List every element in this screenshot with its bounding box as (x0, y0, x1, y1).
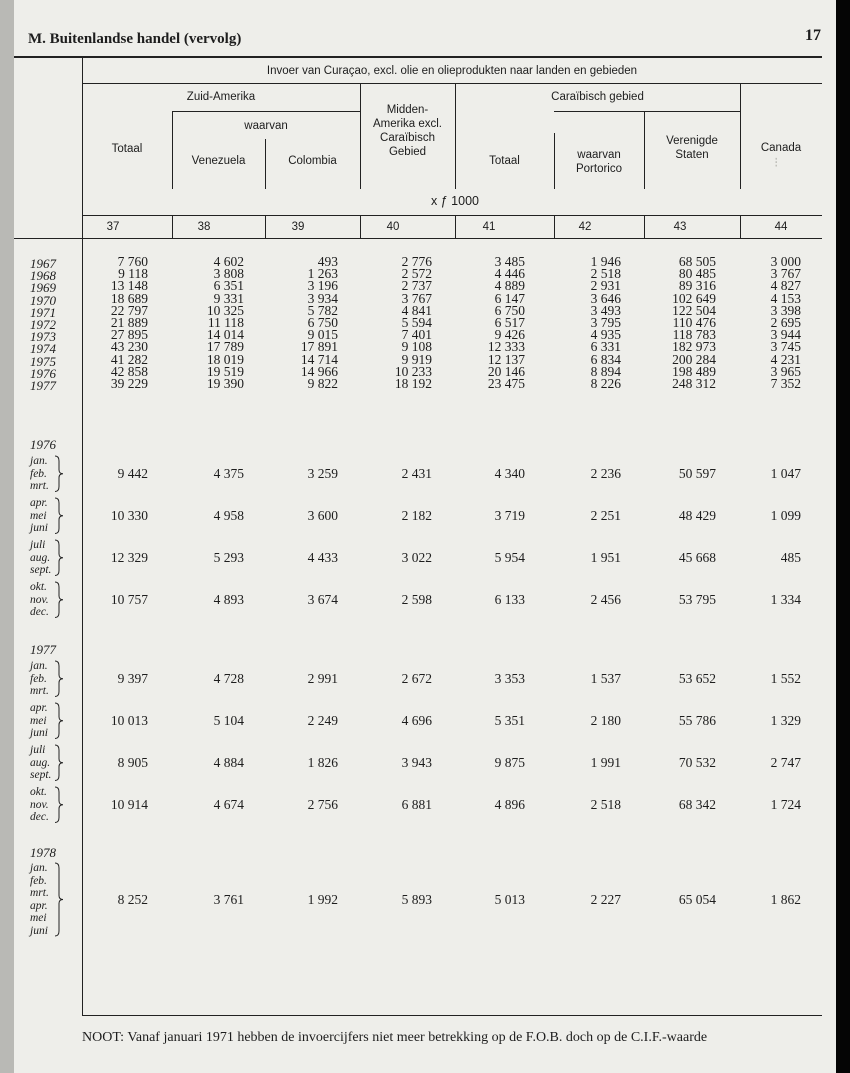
cell-value: 4 896 (494, 796, 525, 812)
cell-value: 1 862 (770, 891, 801, 907)
cell-value: 1 826 (307, 754, 338, 770)
page-title: M. Buitenlandse handel (vervolg) (28, 31, 242, 47)
cell-value: 248 312 (672, 376, 716, 391)
cell-value: 6 834 (590, 351, 621, 367)
cell-value: 39 229 (110, 376, 148, 391)
month-label: juni (30, 924, 48, 937)
cell-value: 1 991 (590, 754, 621, 770)
cell-value: 5 954 (494, 549, 525, 565)
cell-value: 3 943 (401, 754, 432, 770)
cell-value: 4 602 (213, 254, 244, 269)
cell-value: 10 914 (110, 796, 148, 812)
binding-strip (0, 0, 14, 1073)
brace-icon (54, 862, 64, 937)
brace-icon (54, 702, 64, 740)
month-label: mei (30, 714, 47, 727)
brace-icon (54, 660, 64, 698)
cell-value: 5 782 (307, 302, 338, 318)
cell-value: 20 146 (487, 363, 525, 379)
month-label: mei (30, 509, 47, 522)
column-number: 42 (578, 221, 592, 233)
cell-value: 12 333 (487, 339, 525, 355)
month-label: juni (30, 522, 48, 534)
cell-value: 6 331 (590, 339, 621, 355)
brace-icon (54, 497, 64, 535)
cell-value: 2 991 (307, 670, 338, 686)
cell-value: 5 594 (401, 315, 432, 330)
cell-value: 4 935 (590, 327, 621, 343)
month-label: nov. (30, 798, 49, 811)
column-number: 38 (197, 221, 211, 233)
cell-value: 6 351 (213, 278, 244, 294)
cell-value: 19 390 (206, 376, 244, 391)
cell-value: 3 674 (307, 591, 338, 607)
column-number: 44 (774, 221, 788, 233)
brace-icon (54, 539, 64, 577)
cell-value: 1 263 (307, 266, 338, 282)
cell-value: 5 893 (401, 891, 432, 907)
cell-value: 53 652 (678, 670, 716, 686)
rule-waarvan-cg (554, 111, 740, 112)
cell-value: 2 695 (770, 315, 801, 330)
cell-value: 1 951 (590, 549, 621, 565)
cell-value: 22 797 (110, 302, 148, 318)
cell-value: 55 786 (678, 712, 716, 728)
rule-top (14, 56, 822, 58)
cell-value: 485 (780, 549, 801, 565)
cell-value: 45 668 (678, 549, 716, 565)
cell-value: 7 760 (117, 254, 148, 269)
vrule-stub (82, 56, 83, 1015)
cell-value: 8 252 (117, 891, 148, 907)
cell-value: 89 316 (678, 278, 716, 294)
year-label: 1977 (30, 378, 56, 393)
cell-value: 8 226 (590, 376, 621, 391)
cell-value: 4 696 (401, 712, 432, 728)
vrule-4b (455, 215, 456, 238)
cell-value: 14 714 (300, 351, 338, 367)
month-label: jan. (30, 660, 48, 672)
cell-value: 14 014 (206, 327, 244, 343)
year-label: 1976 (30, 365, 56, 381)
block-year-label: 1977 (30, 642, 56, 657)
header-line: Midden- (386, 104, 429, 116)
rule-colnum-top (82, 215, 822, 216)
month-label: jan. (30, 455, 48, 467)
cell-value: 14 966 (300, 363, 338, 379)
cell-value: 2 747 (770, 754, 801, 770)
cell-value: 5 351 (494, 712, 525, 728)
cell-value: 2 227 (590, 891, 621, 907)
cell-value: 3 767 (770, 266, 801, 282)
cell-value: 12 329 (110, 549, 148, 565)
cell-value: 3 600 (307, 507, 338, 523)
cell-value: 3 259 (307, 465, 338, 481)
cell-value: 68 505 (678, 254, 716, 269)
month-label: juni (30, 727, 48, 739)
cell-value: 9 331 (213, 290, 244, 306)
cell-value: 7 401 (401, 327, 432, 343)
brace-icon (54, 744, 64, 782)
rule-title (82, 83, 822, 84)
cell-value: 8 894 (590, 363, 621, 379)
brace-icon (54, 786, 64, 824)
cell-value: 80 485 (678, 266, 716, 282)
month-label: feb. (30, 467, 47, 480)
cell-value: 1 552 (770, 670, 801, 686)
cell-value: 6 750 (494, 302, 525, 318)
cell-value: 5 293 (213, 549, 244, 565)
cell-value: 3 196 (307, 278, 338, 294)
cell-value: 5 013 (494, 891, 525, 907)
cell-value: 4 893 (213, 591, 244, 607)
month-label: okt. (30, 786, 47, 798)
cell-value: 118 783 (672, 327, 716, 343)
cell-value: 9 822 (307, 376, 338, 391)
year-label: 1969 (30, 280, 56, 296)
cell-value: 9 919 (401, 351, 432, 367)
rule-bottom (82, 1015, 822, 1016)
cell-value: 4 728 (213, 670, 244, 686)
cell-value: 4 340 (494, 465, 525, 481)
cell-value: 70 532 (678, 754, 716, 770)
cell-value: 2 931 (590, 278, 621, 294)
cell-value: 1 992 (307, 891, 338, 907)
cell-value: 3 965 (770, 363, 801, 379)
year-label: 1971 (30, 304, 56, 320)
col-totaal-header: Totaal (111, 143, 143, 155)
month-label: apr. (30, 497, 48, 509)
col-colombia-header: Colombia (288, 155, 337, 167)
cell-value: 9 118 (118, 266, 148, 282)
cell-value: 4 375 (213, 465, 244, 481)
cell-value: 1 724 (770, 796, 801, 812)
cell-value: 2 431 (401, 465, 432, 481)
cell-value: 13 148 (110, 278, 148, 294)
cell-value: 3 353 (494, 670, 525, 686)
column-number: 37 (106, 221, 120, 233)
bleed-through-mark: ⁝ (774, 156, 779, 171)
cell-value: 18 689 (110, 290, 148, 306)
month-label: mei (30, 912, 47, 924)
unit-label: x ƒ 1000 (431, 194, 479, 208)
cell-value: 6 147 (494, 290, 525, 306)
footnote: NOOT: Vanaf januari 1971 hebben de invoercijfers niet meer betrekking op de F.O.B. doch op de C.I.F.-waarde (82, 1030, 708, 1045)
cell-value: 50 597 (678, 465, 716, 481)
col-totaal2-header: Totaal (489, 155, 520, 167)
col-portorico-header (554, 148, 644, 176)
col-canada-header: Canada (760, 142, 802, 154)
cell-value: 200 284 (672, 351, 716, 367)
month-label: okt. (30, 581, 47, 593)
cell-value: 3 719 (494, 507, 525, 523)
cell-value: 6 881 (401, 796, 432, 812)
col-midden-amerika-header (360, 103, 455, 159)
cell-value: 2 180 (590, 712, 621, 728)
vrule-6b (644, 215, 645, 238)
cell-value: 41 282 (110, 351, 148, 367)
cell-value: 48 429 (678, 507, 716, 523)
cell-value: 2 456 (590, 591, 621, 607)
month-label: aug. (30, 756, 51, 769)
cell-value: 6 133 (494, 591, 525, 607)
vrule-3b (360, 215, 361, 238)
year-label: 1970 (30, 292, 56, 308)
cell-value: 1 099 (770, 507, 801, 523)
cell-value: 3 745 (770, 339, 801, 355)
cell-value: 4 231 (770, 351, 801, 367)
cell-value: 65 054 (678, 891, 716, 907)
cell-value: 2 776 (401, 254, 432, 269)
year-label: 1967 (30, 256, 56, 271)
cell-value: 4 889 (494, 278, 525, 294)
cell-value: 5 104 (213, 712, 244, 728)
month-label: mrt. (30, 685, 49, 697)
cell-value: 18 019 (206, 351, 244, 367)
cell-value: 4 884 (213, 754, 244, 770)
month-label: feb. (30, 874, 47, 887)
cell-value: 6 750 (307, 315, 338, 330)
group-caraibisch: Caraïbisch gebied (551, 91, 644, 103)
cell-value: 17 891 (300, 339, 338, 355)
cell-value: 23 475 (487, 376, 525, 391)
page-number: 17 (805, 27, 821, 44)
col-verenigde-staten-header (644, 134, 740, 162)
year-label: 1973 (30, 329, 56, 345)
vrule-2b (265, 215, 266, 238)
column-number: 39 (291, 221, 305, 233)
cell-value: 12 137 (487, 351, 525, 367)
page (14, 0, 836, 1073)
cell-value: 19 519 (206, 363, 244, 379)
header-line: Caraïbisch (380, 132, 435, 144)
cell-value: 21 889 (110, 315, 148, 330)
cell-value: 1 047 (770, 465, 801, 481)
cell-value: 102 649 (672, 290, 716, 306)
cell-value: 2 236 (590, 465, 621, 481)
brace-icon (54, 581, 64, 619)
cell-value: 122 504 (672, 302, 716, 318)
block-year-label: 1978 (30, 845, 56, 860)
cell-value: 1 329 (770, 712, 801, 728)
month-label: juli (30, 539, 46, 551)
cell-value: 4 446 (494, 266, 525, 282)
year-label: 1972 (30, 317, 56, 332)
cell-value: 3 767 (401, 290, 432, 306)
cell-value: 2 249 (307, 712, 338, 728)
cell-value: 9 015 (307, 327, 338, 343)
cell-value: 1 946 (590, 254, 621, 269)
cell-value: 4 958 (213, 507, 244, 523)
month-label: dec. (30, 606, 49, 618)
cell-value: 17 789 (206, 339, 244, 355)
cell-value: 9 426 (494, 327, 525, 343)
cell-value: 3 808 (213, 266, 244, 282)
rule-waarvan-za (172, 111, 360, 112)
cell-value: 4 827 (770, 278, 801, 294)
cell-value: 10 013 (110, 712, 148, 728)
month-label: mrt. (30, 480, 49, 492)
cell-value: 3 761 (213, 891, 244, 907)
column-number: 43 (673, 221, 687, 233)
cell-value: 27 895 (110, 327, 148, 343)
cell-value: 4 433 (307, 549, 338, 565)
cell-value: 2 737 (401, 278, 432, 294)
cell-value: 2 518 (590, 266, 621, 282)
cell-value: 43 230 (110, 339, 148, 355)
cell-value: 3 795 (590, 315, 621, 330)
table-main-title: Invoer van Curaçao, excl. olie en olieprodukten naar landen en gebieden (266, 65, 638, 77)
vrule-1b (172, 215, 173, 238)
cell-value: 3 646 (590, 290, 621, 306)
cell-value: 6 517 (494, 315, 525, 330)
cell-value: 2 598 (401, 591, 432, 607)
cell-value: 2 251 (590, 507, 621, 523)
header-line: Amerika excl. (372, 118, 443, 130)
cell-value: 182 973 (672, 339, 716, 355)
cell-value: 10 757 (110, 591, 148, 607)
cell-value: 10 233 (394, 363, 432, 379)
cell-value: 9 397 (117, 670, 148, 686)
cell-value: 11 118 (207, 315, 244, 330)
month-label: feb. (30, 672, 47, 685)
cell-value: 2 182 (401, 507, 432, 523)
month-label: nov. (30, 593, 49, 606)
cell-value: 68 342 (678, 796, 716, 812)
header-line: Staten (675, 149, 709, 161)
cell-value: 9 875 (494, 754, 525, 770)
cell-value: 3 022 (401, 549, 432, 565)
cell-value: 10 325 (206, 302, 244, 318)
year-label: 1974 (30, 341, 56, 357)
month-label: apr. (30, 899, 48, 912)
cell-value: 9 108 (401, 339, 432, 355)
cell-value: 7 352 (770, 376, 801, 391)
header-line: Gebied (388, 146, 427, 158)
cell-value: 4 674 (213, 796, 244, 812)
cell-value: 9 442 (117, 465, 148, 481)
cell-value: 3 934 (307, 290, 338, 306)
cell-value: 2 756 (307, 796, 338, 812)
col-venezuela-header: Venezuela (191, 155, 246, 167)
month-label: mrt. (30, 887, 49, 899)
column-number: 41 (482, 221, 496, 233)
header-line: waarvan (577, 149, 621, 161)
block-year-label: 1976 (30, 437, 56, 452)
cell-value: 110 476 (672, 315, 716, 330)
month-label: aug. (30, 551, 51, 564)
cell-value: 18 192 (394, 376, 432, 391)
cell-value: 2 572 (401, 266, 432, 282)
group-zuid-amerika: Zuid-Amerika (186, 91, 256, 103)
cell-value: 8 905 (117, 754, 148, 770)
cell-value: 3 485 (494, 254, 525, 269)
cell-value: 3 398 (770, 302, 801, 318)
column-number: 40 (386, 221, 400, 233)
cell-value: 10 330 (110, 507, 148, 523)
cell-value: 493 (317, 254, 338, 269)
vrule-5b (554, 215, 555, 238)
cell-value: 3 000 (770, 254, 801, 269)
month-label: juli (30, 744, 46, 756)
year-label: 1968 (30, 268, 56, 284)
cell-value: 4 153 (770, 290, 801, 306)
year-label: 1975 (30, 353, 56, 369)
vrule-7 (740, 83, 741, 189)
cell-value: 2 518 (590, 796, 621, 812)
cell-value: 3 944 (770, 327, 801, 343)
month-label: dec. (30, 811, 49, 823)
header-line: Verenigde (666, 135, 718, 147)
month-label: apr. (30, 702, 48, 714)
scan-edge (836, 0, 850, 1073)
month-label: jan. (30, 862, 48, 874)
cell-value: 198 489 (672, 363, 716, 379)
cell-value: 53 795 (678, 591, 716, 607)
header-line: Portorico (575, 163, 623, 175)
month-label: sept. (30, 564, 52, 576)
cell-value: 42 858 (110, 363, 148, 379)
waarvan-label: waarvan (244, 120, 288, 132)
brace-icon (54, 455, 64, 493)
cell-value: 1 334 (770, 591, 801, 607)
cell-value: 1 537 (590, 670, 621, 686)
cell-value: 3 493 (590, 302, 621, 318)
cell-value: 4 841 (401, 302, 432, 318)
rule-colnum-bottom (14, 238, 822, 239)
vrule-7b (740, 215, 741, 238)
month-label: sept. (30, 769, 52, 781)
cell-value: 2 672 (401, 670, 432, 686)
